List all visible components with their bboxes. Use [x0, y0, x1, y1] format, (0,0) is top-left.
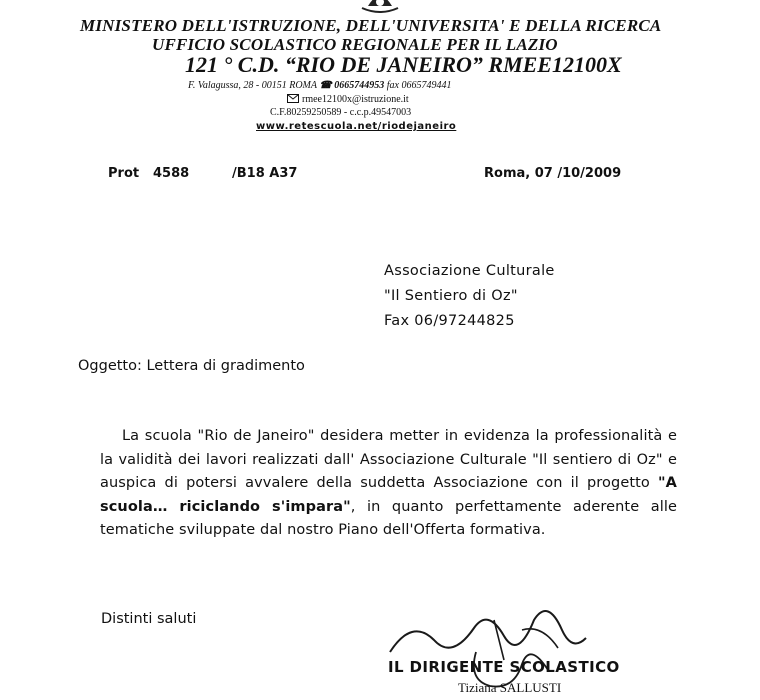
prot-number: 4588: [153, 166, 190, 181]
signer-name: Tiziana SALLUSTI: [458, 680, 562, 695]
subject-line: Oggetto: Lettera di gradimento: [78, 358, 305, 374]
office-heading: UFFICIO SCOLASTICO REGIONALE PER IL LAZIO: [152, 35, 558, 54]
body-text-part1: La scuola "Rio de Janeiro" desidera metter in evidenza la professionalità e la validità dei lavori realizzati dall' Associazione Culturale "Il sentiero di Oz" e auspica di potersi avvalere della suddetta Associazione con il progetto: [100, 428, 677, 491]
recipient-org: "Il Sentiero di Oz": [384, 288, 518, 304]
envelope-icon: [287, 94, 299, 103]
address: F. Valagussa, 28 - 00151 ROMA: [188, 80, 317, 91]
letter-body: [100, 425, 677, 543]
body-paragraph: [100, 425, 677, 543]
fiscal-code-line: C.F.80259250589 - c.c.p.49547003: [270, 107, 412, 118]
project-name: "A scuola… riciclando s'impara": [100, 475, 677, 515]
body-text-part2: , in quanto perfettamente aderente alle tematiche sviluppate dal nostro Piano dell'Offerta formativa.: [100, 498, 677, 538]
phone: ☎ 0665744953: [319, 80, 385, 91]
prot-label: Prot: [108, 166, 140, 181]
signer-role: IL DIRIGENTE SCOLASTICO: [388, 658, 620, 676]
recipient-name: Associazione Culturale: [384, 263, 555, 279]
republic-emblem-icon: [350, 0, 410, 14]
ministry-heading: MINISTERO DELL'ISTRUZIONE, DELL'UNIVERSITA' E DELLA RICERCA: [80, 16, 662, 35]
address-line: [188, 80, 452, 91]
prot-code: /B18 A37: [232, 166, 298, 181]
website-link[interactable]: www.retescuola.net/riodejaneiro: [256, 121, 457, 132]
fax: fax 0665749441: [386, 80, 452, 91]
email-line: [287, 94, 409, 105]
email[interactable]: rmee12100x@istruzione.it: [302, 94, 409, 105]
school-heading: 121 ° C.D. “RIO DE JANEIRO” RMEE12100X: [185, 52, 622, 77]
recipient-fax: Fax 06/97244825: [384, 313, 515, 329]
letter-date: Roma, 07 /10/2009: [484, 166, 622, 181]
closing-greeting: Distinti saluti: [101, 611, 197, 627]
